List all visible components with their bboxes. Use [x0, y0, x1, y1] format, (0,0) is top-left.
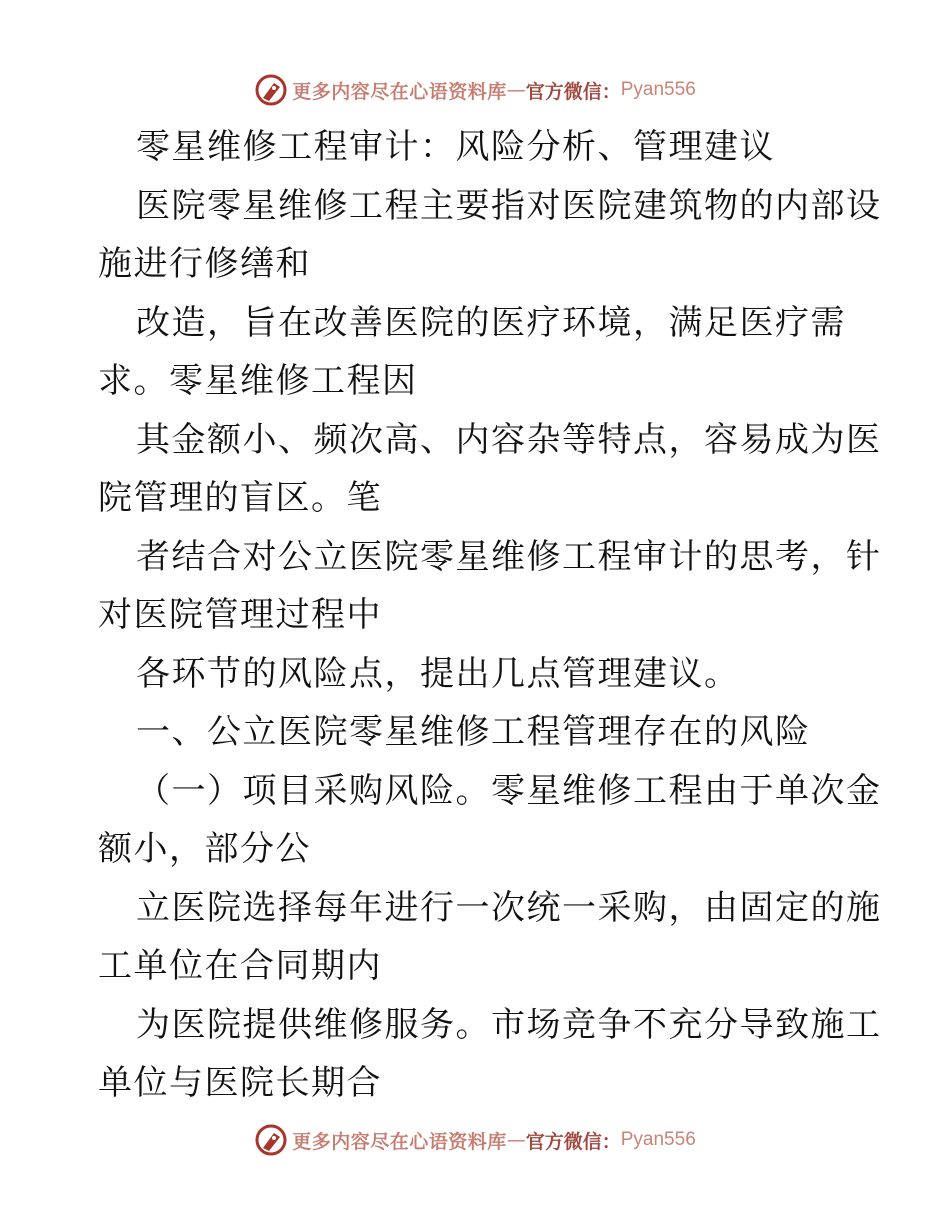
document-body — [98, 118, 882, 1113]
red-pen-nib-logo-icon — [254, 1123, 288, 1157]
watermark-main-text: 更多内容尽在心语资料库 — [292, 1130, 507, 1153]
text-line: 改造，旨在改善医院的医疗环境，满足医疗需 — [136, 302, 846, 343]
watermark-wechat-id: Pyan556 — [620, 1129, 696, 1150]
text-line: 零星维修工程审计：风险分析、管理建议 — [136, 127, 775, 167]
text-line: 者结合对公立医院零星维修工程审计的思考，针 — [136, 536, 882, 577]
text-line: 院管理的盲区。笔 — [98, 478, 382, 518]
text-line: 各环节的风险点，提出几点管理建议。 — [136, 653, 740, 694]
text-line: 医院零星维修工程主要指对医院建筑物的内部设 — [136, 185, 882, 226]
footer-watermark — [0, 1120, 950, 1160]
text-line: 求。零星维修工程因 — [98, 361, 418, 401]
text-line: 立医院选择每年进行一次统一采购，由固定的施 — [136, 887, 882, 928]
watermark-wechat-id: Pyan556 — [620, 79, 696, 100]
text-line: 额小，部分公 — [98, 829, 311, 869]
header-watermark — [0, 70, 950, 110]
watermark-dash: — — [506, 79, 526, 101]
watermark-wechat-label: 官方微信： — [525, 1130, 621, 1153]
text-line: 单位与医院长期合 — [98, 1063, 382, 1103]
text-line: 一、公立医院零星维修工程管理存在的风险 — [136, 712, 811, 752]
text-line: 工单位在合同期内 — [98, 946, 382, 986]
watermark-wechat-label: 官方微信： — [525, 80, 621, 103]
text-line: 其金额小、频次高、内容杂等特点，容易成为医 — [136, 419, 882, 460]
text-line: （一）项目采购风险。零星维修工程由于单次金 — [136, 770, 882, 811]
watermark-dash: — — [506, 1129, 526, 1151]
red-pen-nib-logo-icon — [254, 73, 288, 107]
text-line: 施进行修缮和 — [98, 244, 311, 284]
watermark-main-text: 更多内容尽在心语资料库 — [292, 80, 507, 103]
text-line: 为医院提供维修服务。市场竞争不充分导致施工 — [136, 1004, 882, 1045]
text-line: 对医院管理过程中 — [98, 595, 382, 635]
